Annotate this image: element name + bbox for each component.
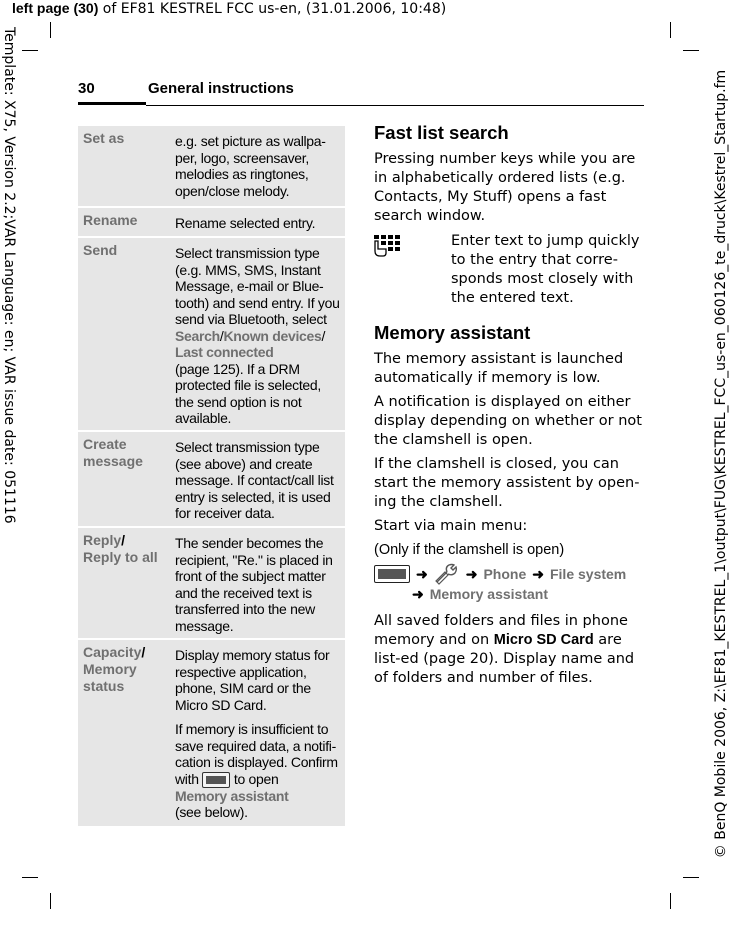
option-term-reply: Reply [83, 532, 122, 548]
memory-assistant-heading: Memory assistant [374, 322, 531, 343]
option-term-reply-all: Reply to all [83, 549, 158, 565]
print-header [12, 0, 446, 17]
crop-mark [50, 22, 51, 38]
fast-list-heading: Fast list search [374, 122, 509, 143]
menu-known-devices: Known devices [223, 327, 322, 344]
option-description: e.g. set picture as wallpa-per, logo, screensaver, melodies as ringtones, open/close melody. [175, 133, 326, 199]
table-row [78, 640, 345, 828]
menu-file-system: File system [549, 566, 627, 582]
menu-search: Search [175, 327, 220, 344]
options-table [78, 126, 345, 828]
crop-mark [50, 893, 51, 909]
option-description: The sender becomes the recipient, "Re." is placed in front of the subject matter and the received text is transferred into the new message. [175, 535, 333, 634]
arrow-icon: ➜ [532, 566, 544, 582]
crop-mark [22, 877, 38, 878]
option-term-memory-status: Memory status [83, 661, 137, 694]
send-desc-text: Select transmission type (e.g. MMS, SMS, Instant Message, e-mail or Blue-tooth) and send entry. If you send via Bluetooth, select [175, 245, 340, 327]
table-row [78, 432, 345, 528]
crop-mark [670, 893, 671, 909]
crop-mark [683, 877, 699, 878]
capacity-desc-1: Display memory status for respective application, phone, SIM card or the Micro SD Card. [175, 647, 330, 713]
crop-mark [683, 50, 699, 51]
arrow-icon: ➜ [412, 586, 424, 602]
option-term [78, 528, 175, 638]
page-number: 30 [78, 80, 95, 97]
table-row [78, 238, 345, 432]
memory-assistant-p2: A notification is displayed on either display depending on whether or not the clamshell is open. [374, 394, 642, 448]
print-header-info: of EF81 KESTREL FCC us-en, (31.01.2006, 10:48) [98, 1, 447, 17]
menu-path [374, 564, 644, 604]
option-term-capacity: Capacity [83, 644, 142, 660]
softkey-icon [202, 772, 230, 788]
separator: / [141, 644, 146, 660]
table-row [78, 126, 345, 208]
option-term [78, 640, 175, 826]
menu-memory-assistant: Memory assistant [175, 787, 289, 804]
crop-mark [22, 50, 38, 51]
right-column [374, 120, 644, 688]
template-info: Template: X75, Version 2.2;VAR Language: en; VAR issue date: 051116 [1, 27, 17, 524]
memory-assistant-p5 [374, 612, 644, 688]
option-description: Select transmission type (see above) and create message. If contact/call list entry is selected, it is used for receiver data. [175, 439, 334, 521]
menu-last-connected: Last connected [175, 344, 274, 360]
separator: / [219, 327, 224, 344]
crop-mark [670, 22, 671, 38]
capacity-desc-2b: to open [230, 770, 279, 787]
memory-assistant-p1: The memory assistant is launched automatically if memory is low. [374, 351, 624, 386]
table-row [78, 208, 345, 238]
option-term: Send [83, 242, 118, 258]
table-row [78, 528, 345, 640]
memory-assistant-p3: If the clamshell is closed, you can start the memory assistent by open-ing the clamshell. [374, 456, 640, 510]
print-header-page: left page (30) [12, 0, 99, 16]
menu-softkey-icon [374, 565, 410, 583]
section-title: General instructions [148, 80, 294, 97]
capacity-desc-2c: (see below). [175, 804, 248, 821]
fast-list-body: Pressing number keys while you are in alphabetically ordered lists (e.g. Contacts, My Stuff) opens a fast search window. [374, 151, 636, 224]
arrow-icon: ➜ [465, 566, 478, 582]
menu-memory-assistant-path: Memory assistant [429, 586, 549, 602]
separator: / [121, 532, 126, 548]
capacity-desc-2 [175, 721, 341, 821]
capacity-desc-2a: If memory is insufficient to save required data, a notifi-cation is displayed. Confirm with [175, 721, 338, 787]
clamshell-condition: (Only if the clamshell is open) [374, 542, 565, 558]
option-description [175, 238, 345, 430]
arrow-icon: ➜ [416, 566, 428, 582]
option-description: Rename selected entry. [175, 215, 316, 231]
p5-text-a: All saved folders and files in phone memory and on [374, 613, 628, 648]
option-term: Set as [83, 130, 125, 146]
copyright-path: © BenQ Mobile 2006, Z:\EF81_KESTREL_1\output\FUG\KESTREL_FCC_us-en_060126_te_druck\Kestrel_Startup.fm [713, 69, 729, 859]
header-rule-thick [78, 102, 146, 105]
separator: / [321, 327, 326, 344]
memory-assistant-p4: Start via main menu: [374, 518, 528, 534]
p5-text-b: are list-ed (page 20). Display name and of folders and number of files. [374, 632, 635, 686]
send-desc-text-2: (page 125). If a DRM protected file is selected, the send option is not available. [175, 360, 321, 426]
option-description [175, 640, 345, 826]
micro-sd-card: Micro SD Card [493, 632, 594, 648]
fast-list-note [374, 232, 644, 308]
fast-list-note-text: Enter text to jump quickly to the entry that corre-sponds most closely with the entered text. [451, 233, 640, 306]
wrench-icon [434, 564, 460, 584]
keypad-icon-svg [374, 235, 400, 257]
option-term: Create message [83, 436, 143, 469]
option-term: Rename [83, 212, 138, 228]
menu-phone: Phone [483, 566, 527, 582]
keypad-icon [374, 232, 451, 308]
header-rule [146, 105, 644, 106]
